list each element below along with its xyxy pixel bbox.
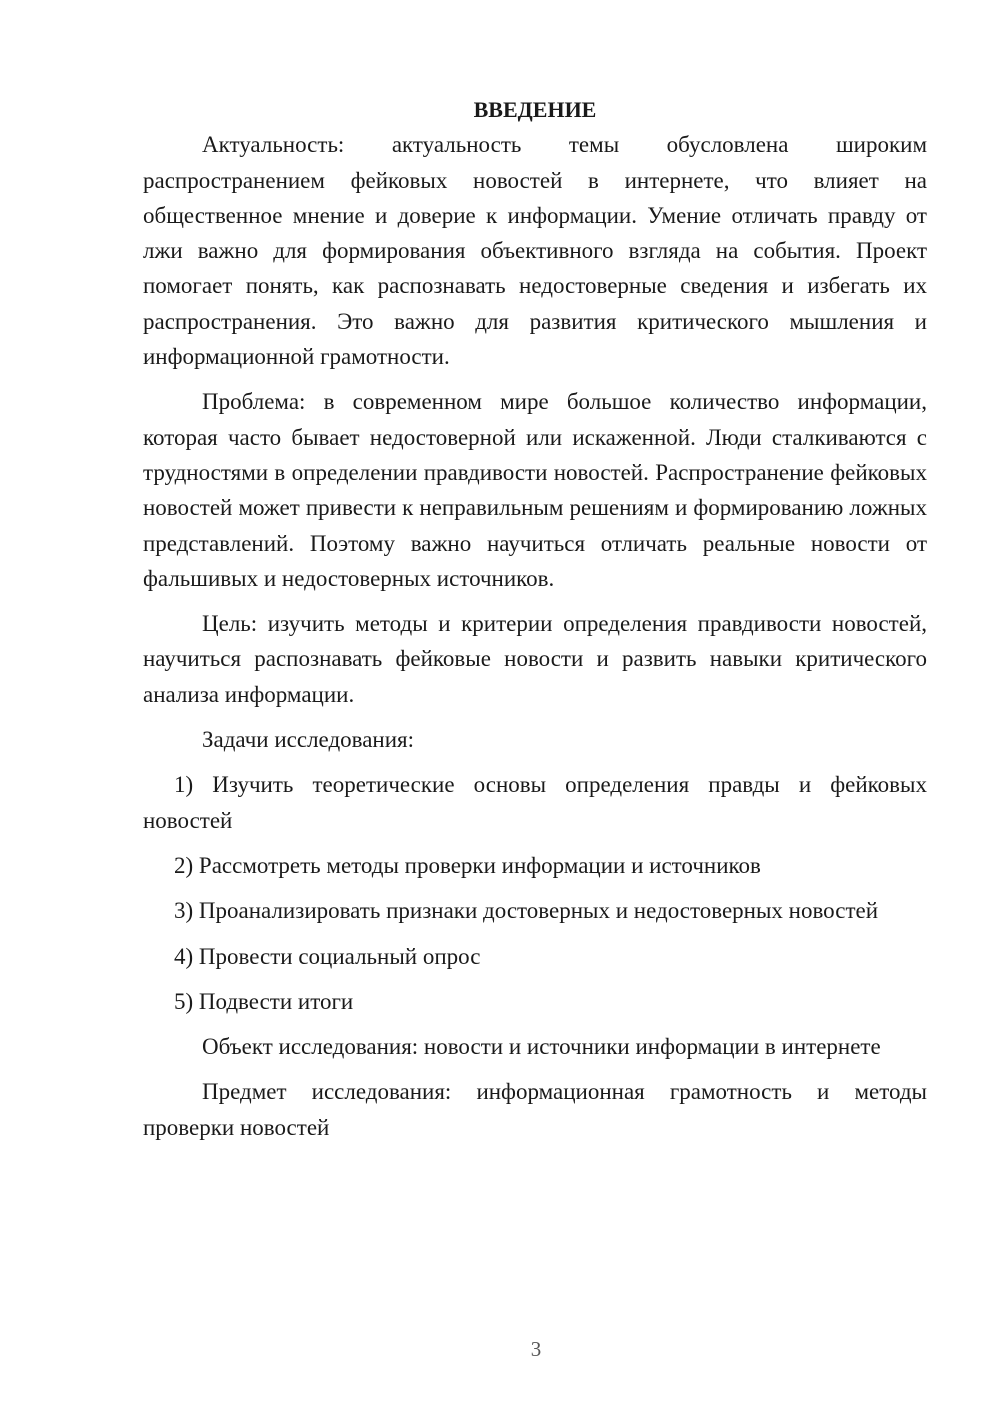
relevance-paragraph: Актуальность: актуальность темы обусловлена широким распространением фейковых новостей в интернете, что влияет на общественное мнение и доверие к информации. Умение отличать правду от лжи важно для формирования объективного взгляда на события. Проект помогает понять, как распознавать недостоверные сведения и избегать их распространения. Это важно для развития критического мышления и информационной грамотности. [143,132,927,370]
page-content [143,92,927,1145]
task-item: 2) Рассмотреть методы проверки информации и источников [174,852,761,878]
problem-paragraph: Проблема: в современном мире большое количество информации, которая часто бывает недостоверной или искаженной. Люди сталкиваются с трудностями в определении правдивости новостей. Распространение фейковых новостей может привести к неправильным решениям и формированию ложных представлений. Поэтому важно научиться отличать реальные новости от фальшивых и недостоверных источников. [143,389,927,591]
subject-paragraph: Предмет исследования: информационная грамотность и методы проверки новостей [143,1079,927,1140]
task-item: 1) Изучить теоретические основы определения правды и фейковых новостей [143,772,927,833]
goal-paragraph: Цель: изучить методы и критерии определения правдивости новостей, научиться распознавать фейковые новости и развить навыки критического анализа информации. [143,611,927,707]
page-number: 3 [530,1337,542,1361]
task-item: 5) Подвести итоги [174,988,354,1014]
section-title: ВВЕДЕНИЕ [473,97,597,122]
object-paragraph: Объект исследования: новости и источники информации в интернете [202,1034,881,1060]
task-item: 4) Провести социальный опрос [174,943,481,969]
tasks-heading: Задачи исследования: [202,727,415,753]
task-item: 3) Проанализировать признаки достоверных и недостоверных новостей [174,898,879,924]
